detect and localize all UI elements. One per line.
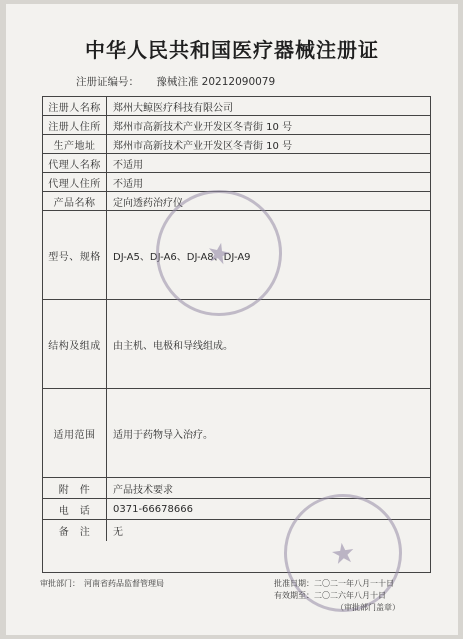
row-label-attachment: 附 件 [43,478,107,499]
row-label-product-name: 产品名称 [43,192,107,211]
row-value-remarks: 无 [113,527,123,538]
row-label-production-address: 生产地址 [43,135,107,154]
row-label-registrant-name: 注册人名称 [43,97,107,116]
row-label-agent-address: 代理人住所 [43,173,107,192]
seal-note: （审批部门盖章） [336,603,400,612]
row-value-phone: 0371-66678666 [107,499,430,520]
page-title: 中华人民共和国医疗器械注册证 [85,38,379,62]
approval-date: 批准日期：二〇二一年八月一十日 [274,579,394,588]
row-value-scope: 适用于药物导入治疗。 [107,389,430,478]
row-value-structure: 由主机、电极和导线组成。 [107,300,430,389]
row-value-product-name: 定向透药治疗仪 [107,192,430,211]
row-label-phone: 电 话 [43,499,107,520]
cert-number-value: 豫械注准 20212090079 [156,76,276,88]
row-label-scope: 适用范围 [43,389,107,478]
row-value-production-address: 郑州市高新技术产业开发区冬青街 10 号 [107,135,430,154]
row-value-registrant-name: 郑州大鲸医疗科技有限公司 [107,97,430,116]
approval-department [40,578,164,589]
seal-star-icon: ★ [203,234,235,272]
row-value-attachment: 产品技术要求 [107,478,430,499]
cert-number-line [76,74,275,89]
approval-department-value: 河南省药品监督管理局 [84,579,164,588]
valid-until-date: 有效期至：二〇二六年八月十日 [274,591,386,600]
row-label-structure: 结构及组成 [43,300,107,389]
row-value-agent-address: 不适用 [107,173,430,192]
certificate-page [6,4,458,635]
cert-number-label: 注册证编号： [76,76,139,88]
row-label-model-spec: 型号、规格 [43,211,107,300]
row-value-agent-name: 不适用 [107,154,430,173]
approval-department-label: 审批部门： [40,579,80,588]
seal-star-icon: ★ [328,534,358,572]
row-value-registrant-address: 郑州市高新技术产业开发区冬青街 10 号 [107,116,430,135]
row-value-model-spec: DJ-A5、DJ-A6、DJ-A8、DJ-A9 [107,211,430,300]
row-label-registrant-address: 注册人住所 [43,116,107,135]
row-label-agent-name: 代理人名称 [43,154,107,173]
row-label-remarks: 备 注 [43,520,107,541]
